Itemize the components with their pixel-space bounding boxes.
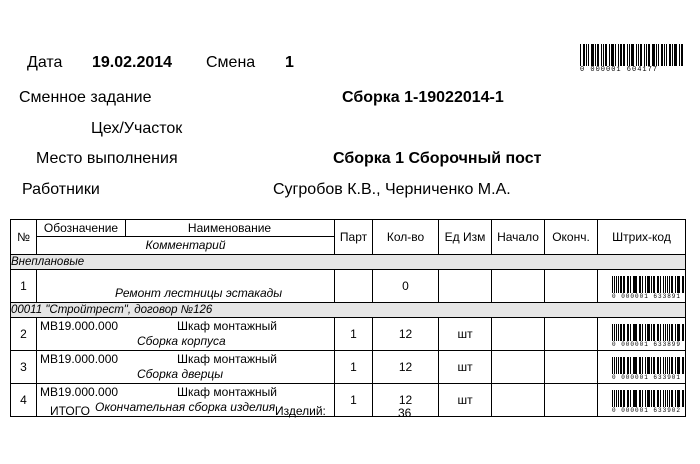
barcode-bars: [612, 390, 685, 407]
barcode-number: 0 000001 633901: [612, 373, 682, 381]
barcode-bar: [648, 276, 650, 293]
barcode-bar: [612, 324, 613, 341]
row-barcode: [598, 354, 685, 381]
barcode-bar: [663, 390, 665, 407]
row-comment: Сборка корпуса: [137, 334, 226, 348]
col-comment: Комментарий: [145, 238, 226, 252]
barcode-bar: [675, 324, 676, 341]
date-value: 19.02.2014: [92, 54, 173, 71]
barcode-bar: [648, 44, 650, 66]
barcode-bar: [640, 357, 641, 374]
barcode-number: 0 000001 633891: [612, 292, 682, 300]
date-label: Дата: [27, 54, 63, 71]
barcode-bar: [658, 44, 659, 66]
barcode-bar: [669, 390, 670, 407]
barcode-bar: [597, 44, 599, 66]
row-main-cell: [37, 270, 335, 303]
group-contract: 00011 "Стройтрест", договор №126: [11, 303, 686, 318]
barcode-bar: [586, 44, 587, 66]
group-row: [11, 255, 686, 270]
barcode-bar: [618, 324, 619, 341]
row-name: Шкаф монтажный: [177, 319, 277, 333]
barcode-bar: [656, 44, 657, 66]
barcode-bar: [654, 276, 655, 293]
barcode-bar: [654, 357, 655, 374]
table-row: [11, 384, 686, 417]
barcode-bar: [669, 324, 670, 341]
barcode-bar: [605, 44, 607, 66]
barcode-bar: [679, 44, 680, 66]
col-designation: Обозначение: [37, 220, 126, 236]
row-batch: [335, 270, 373, 303]
row-code: MB19.000.000: [40, 319, 119, 333]
col-name: Наименование: [187, 221, 272, 235]
barcode-bar: [614, 324, 615, 341]
barcode-bar: [683, 357, 684, 374]
row-name: Шкаф монтажный: [177, 352, 277, 366]
col-end: Оконч.: [545, 220, 598, 255]
barcode-bar: [660, 324, 661, 341]
barcode-bar: [614, 276, 615, 293]
barcode-bar: [620, 276, 622, 293]
barcode-bar: [618, 276, 619, 293]
barcode-bar: [609, 44, 610, 66]
barcode-bar: [640, 390, 641, 407]
row-unit: [439, 270, 492, 303]
barcode-bar: [630, 390, 631, 407]
barcode-bar: [654, 390, 655, 407]
barcode-bar: [624, 324, 625, 341]
barcode-bar: [642, 324, 643, 341]
row-batch: 1: [335, 351, 373, 384]
barcode-bar: [678, 276, 680, 293]
col-qty: Кол-во: [373, 220, 439, 255]
place-label: Место выполнения: [36, 150, 178, 167]
row-end: [545, 270, 598, 303]
row-unit: шт: [439, 351, 492, 384]
barcode-bar: [620, 390, 622, 407]
barcode-bar: [636, 390, 637, 407]
barcode-bar: [644, 44, 645, 66]
barcode-bars: [580, 44, 684, 66]
barcode-bar: [646, 44, 647, 66]
barcode-bar: [588, 44, 589, 66]
row-comment: Сборка дверцы: [137, 367, 224, 381]
barcode-bar: [667, 390, 668, 407]
row-qty: 0: [373, 270, 439, 303]
barcode-bar: [624, 357, 625, 374]
row-unit: шт: [439, 318, 492, 351]
barcode-bar: [648, 390, 650, 407]
row-end: [545, 318, 598, 351]
barcode-bar: [652, 44, 655, 66]
row-end: [545, 384, 598, 417]
barcode-number: 0 000001 604177: [580, 66, 659, 74]
task-table: [10, 219, 686, 417]
barcode-bar: [580, 44, 581, 66]
row-batch: 1: [335, 384, 373, 417]
col-unit: Ед Изм: [439, 220, 492, 255]
barcode-bar: [642, 357, 643, 374]
barcode-bar: [675, 276, 676, 293]
group-unplanned: Внеплановые: [11, 255, 686, 270]
barcode-bar: [683, 276, 684, 293]
row-qty: 12: [373, 318, 439, 351]
barcode-bar: [675, 357, 676, 374]
barcode-bar: [678, 357, 680, 374]
row-code: MB19.000.000: [40, 385, 119, 399]
row-end: [545, 351, 598, 384]
row-barcode: [598, 273, 685, 300]
total-label: ИТОГО: [50, 404, 90, 418]
barcode-bar: [618, 44, 619, 66]
row-comment: Окончательная сборка изделия: [95, 400, 276, 414]
row-start: [492, 384, 545, 417]
row-qty: 12: [373, 384, 439, 417]
row-barcode-cell: [598, 318, 686, 351]
barcode-bar: [648, 357, 650, 374]
barcode-bar: [640, 44, 642, 66]
row-start: [492, 270, 545, 303]
row-comment: Ремонт лестницы эстакады: [115, 286, 283, 300]
barcode-bar: [634, 324, 636, 341]
barcode-bar: [683, 390, 684, 407]
row-unit: шт: [439, 384, 492, 417]
barcode-bar: [648, 324, 650, 341]
col-batch: Парт: [335, 220, 373, 255]
barcode-bar: [661, 44, 663, 66]
barcode-bar: [667, 324, 668, 341]
barcode-bars: [612, 276, 685, 293]
barcode-bar: [681, 44, 683, 66]
barcode-bar: [595, 44, 596, 66]
barcode-bar: [640, 324, 641, 341]
table-header: [11, 220, 686, 255]
row-main-cell: [37, 351, 335, 384]
barcode-bar: [642, 276, 643, 293]
row-no: 2: [11, 318, 37, 351]
barcode-bar: [623, 44, 625, 66]
barcode-bar: [620, 324, 622, 341]
row-batch: 1: [335, 318, 373, 351]
col-no: №: [11, 220, 37, 255]
barcode-bar: [583, 44, 585, 66]
workers-label: Работники: [22, 181, 100, 198]
barcode-number: 0 000001 633902: [612, 406, 682, 414]
barcode-bar: [630, 324, 631, 341]
barcode-bar: [672, 390, 673, 407]
barcode-bar: [629, 44, 630, 66]
barcode-bar: [601, 44, 602, 66]
barcode-bar: [674, 44, 677, 66]
barcode-bar: [636, 44, 637, 66]
barcode-bar: [630, 276, 631, 293]
row-name: Шкаф монтажный: [177, 385, 277, 399]
barcode-bar: [667, 276, 668, 293]
barcode-bar: [603, 44, 604, 66]
barcode-bar: [636, 357, 637, 374]
barcode-bar: [624, 276, 625, 293]
barcode-bar: [672, 276, 673, 293]
barcode-bar: [614, 357, 615, 374]
barcode-bar: [614, 390, 615, 407]
task-label: Сменное задание: [19, 89, 152, 106]
barcode-bar: [618, 357, 619, 374]
barcode-bar: [631, 44, 634, 66]
barcode-bar: [620, 44, 622, 66]
row-start: [492, 351, 545, 384]
barcode-number: 0 000001 633899: [612, 340, 682, 348]
barcode-bar: [612, 357, 613, 374]
barcode-bar: [660, 276, 661, 293]
row-barcode: [598, 387, 685, 414]
group-row: [11, 303, 686, 318]
barcode-bar: [667, 357, 668, 374]
items-value: 36: [398, 406, 412, 420]
barcode-bar: [612, 276, 613, 293]
barcode-bar: [611, 44, 614, 66]
barcode-bar: [654, 324, 655, 341]
barcode-bar: [669, 276, 670, 293]
workers-value: Сугробов К.В., Черниченко М.А.: [273, 181, 511, 198]
row-start: [492, 318, 545, 351]
barcode-bar: [612, 390, 613, 407]
barcode-bar: [672, 324, 673, 341]
barcode-bar: [615, 44, 616, 66]
row-no: 4: [11, 384, 37, 417]
row-barcode-cell: [598, 270, 686, 303]
barcode-bars: [612, 324, 685, 341]
barcode-bar: [664, 44, 665, 66]
barcode-bar: [666, 44, 667, 66]
barcode-bar: [642, 390, 643, 407]
barcode-bar: [624, 390, 625, 407]
barcode-bar: [636, 324, 637, 341]
barcode-bar: [630, 357, 631, 374]
barcode-bar: [683, 324, 684, 341]
barcode-bar: [669, 357, 670, 374]
barcode-bar: [678, 324, 680, 341]
place-value: Сборка 1 Сборочный пост: [333, 150, 542, 167]
row-code: MB19.000.000: [40, 352, 119, 366]
row-main-cell: [37, 318, 335, 351]
barcode-bar: [627, 44, 628, 66]
col-barcode: Штрих-код: [598, 220, 686, 255]
row-no: 1: [11, 270, 37, 303]
header-barcode: [580, 44, 684, 74]
shop-label: Цех/Участок: [91, 120, 183, 137]
barcode-bar: [672, 44, 673, 66]
task-value: Сборка 1-19022014-1: [342, 89, 504, 106]
barcode-bar: [660, 357, 661, 374]
barcode-bar: [663, 276, 665, 293]
items-label: Изделий:: [275, 404, 326, 418]
barcode-bar: [591, 44, 594, 66]
barcode-bar: [634, 390, 636, 407]
barcode-bar: [669, 44, 671, 66]
barcode-bar: [620, 357, 622, 374]
barcode-bar: [634, 357, 636, 374]
row-barcode-cell: [598, 351, 686, 384]
shift-value: 1: [285, 54, 294, 71]
shift-label: Смена: [206, 54, 256, 71]
barcode-bar: [660, 390, 661, 407]
barcode-bar: [672, 357, 673, 374]
table-row: [11, 318, 686, 351]
table-row: [11, 270, 686, 303]
barcode-bar: [618, 390, 619, 407]
barcode-bar: [636, 276, 637, 293]
row-barcode: [598, 321, 685, 348]
barcode-bar: [663, 357, 665, 374]
barcode-bar: [675, 390, 676, 407]
row-barcode-cell: [598, 384, 686, 417]
barcode-bar: [663, 324, 665, 341]
col-designation-name: [37, 220, 335, 255]
barcode-bar: [634, 276, 636, 293]
col-start: Начало: [492, 220, 545, 255]
barcode-bar: [638, 44, 639, 66]
barcode-bar: [640, 276, 641, 293]
row-no: 3: [11, 351, 37, 384]
table-row: [11, 351, 686, 384]
barcode-bars: [612, 357, 685, 374]
row-qty: 12: [373, 351, 439, 384]
barcode-bar: [678, 390, 680, 407]
